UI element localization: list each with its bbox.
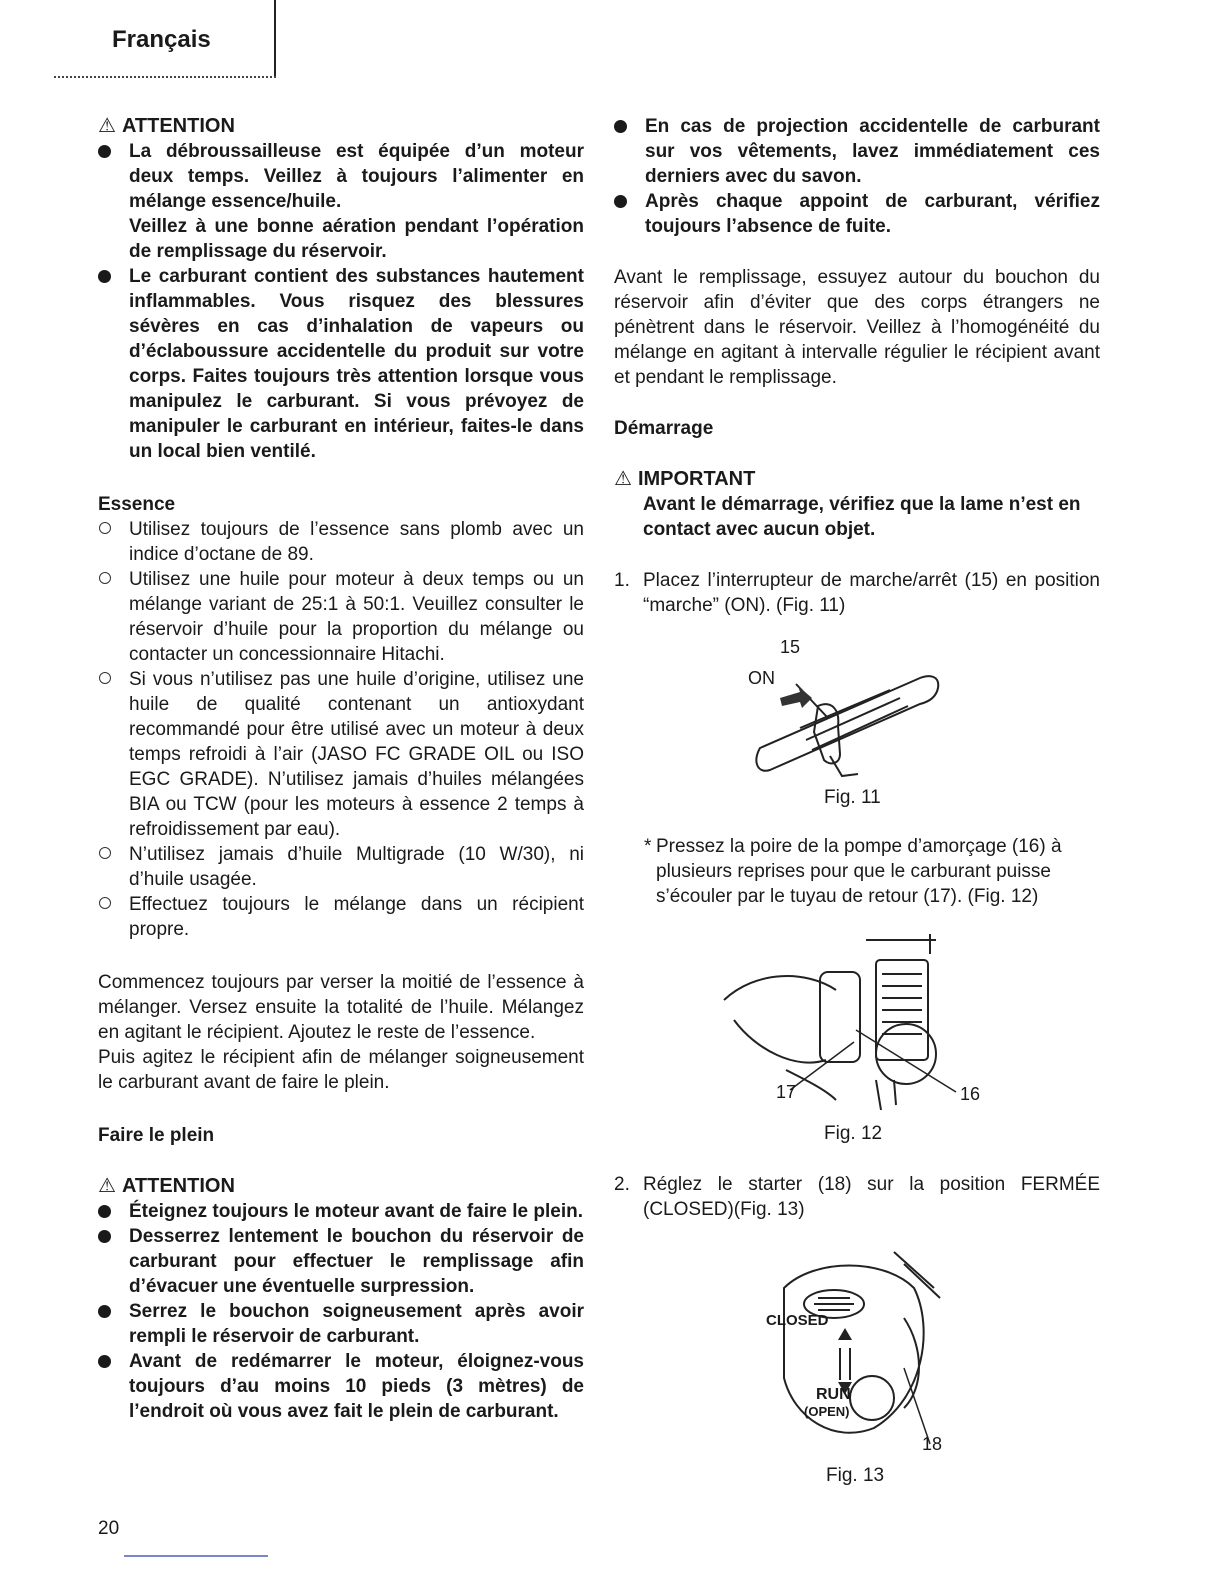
warning-subtext: Veillez à une bonne aération pendant l’opération de remplissage du réservoir. (129, 216, 584, 262)
figure-11-caption: Fig. 11 (824, 787, 881, 808)
label-closed: CLOSED (766, 1312, 829, 1329)
warning-bullet: Le carburant contient des substances hautement inflammables. Vous risquez des blessures sévères en cas d’inhalation de vapeurs ou d’éclaboussure accidentelle du produit sur votre corps. Faites toujours très attention lorsque vous manipulez le carburant. Si vous prévoyez de manipuler le carburant en intérieur, faites-le dans un local bien ventilé. (98, 264, 584, 464)
essence-item: N’utilisez jamais d’huile Multigrade (10 W/30), ni d’huile usagée. (98, 842, 584, 892)
important-heading: ⚠ IMPORTANT (614, 468, 756, 490)
bullet-dot-icon (98, 145, 111, 158)
right-column (614, 114, 1100, 618)
bullet-dot-icon (98, 1205, 111, 1218)
callout-16: 16 (960, 1084, 981, 1104)
warning-triangle-icon: ⚠ (98, 1175, 116, 1197)
figure-11-throttle-grip (740, 636, 970, 786)
circle-bullet-icon (99, 572, 111, 584)
bullet-dot-icon (614, 120, 627, 133)
callout-15: 15 (780, 637, 801, 657)
essence-item: Utilisez toujours de l’essence sans plomb avec un indice d’octane de 89. (98, 517, 584, 567)
warning-triangle-icon: ⚠ (614, 468, 632, 490)
fill-paragraph: Avant le remplissage, essuyez autour du bouchon du réservoir afin d’éviter que des corps étrangers ne pénètrent dans le réservoir. Veillez à l’homogénéité du mélange en agitant à intervalle régulier le récipient avant et pendant le remplissage. (614, 267, 1100, 388)
essence-heading: Essence (98, 494, 176, 515)
mixing-paragraph-2: Puis agitez le récipient afin de mélanger soigneusement le carburant avant de faire le plein. (98, 1047, 584, 1093)
section-language-label: Français (112, 26, 211, 53)
label-run: RUN (816, 1386, 851, 1403)
mixing-paragraph: Commencez toujours par verser la moitié de l’essence à mélanger. Versez ensuite la totalité de l’huile. Mélangez en agitant le récipient. Ajoutez le reste de l’essence. (98, 972, 584, 1043)
footer-rule (124, 1555, 268, 1557)
fuel-bullet: Après chaque appoint de carburant, vérifiez toujours l’absence de fuite. (614, 189, 1100, 239)
bullet-dot-icon (614, 195, 627, 208)
bullet-dot-icon (98, 1355, 111, 1368)
callout-17: 17 (776, 1082, 797, 1102)
circle-bullet-icon (99, 672, 111, 684)
bullet-dot-icon (98, 270, 111, 283)
important-text: Avant le démarrage, vérifiez que la lame n’est en contact avec aucun objet. (643, 494, 1081, 540)
figure-12-primer-pump (716, 930, 976, 1120)
figure-13-caption: Fig. 13 (826, 1465, 885, 1486)
essence-item: Utilisez une huile pour moteur à deux temps ou un mélange variant de 25:1 à 50:1. Veuillez consulter le réservoir d’huile pour la proportion du mélange ou contacter un concessionnaire Hitachi. (98, 567, 584, 667)
circle-bullet-icon (99, 897, 111, 909)
warning-triangle-icon: ⚠ (98, 115, 116, 137)
fuel-bullet: En cas de projection accidentelle de carburant sur vos vêtements, lavez immédiatement ces derniers avec du savon. (614, 114, 1100, 189)
bullet-dot-icon (98, 1230, 111, 1243)
essence-item: Effectuez toujours le mélange dans un récipient propre. (98, 892, 584, 942)
page-number: 20 (98, 1518, 120, 1539)
left-column (98, 114, 584, 1424)
primer-note: * Pressez la poire de la pompe d’amorçage (16) à plusieurs reprises pour que le carburant puisse s’écouler par le tuyau de retour (17). (Fig. 12) (644, 836, 1062, 907)
warning-bullet: La débroussailleuse est équipée d’un moteur deux temps. Veillez à toujours l’alimenter en mélange essence/huile. (98, 139, 584, 214)
refuel-bullet: Éteignez toujours le moteur avant de faire le plein. (98, 1199, 584, 1224)
step-1: 1. Placez l’interrupteur de marche/arrêt (15) en position “marche” (ON). (Fig. 11) (614, 570, 1100, 616)
callout-on: ON (748, 668, 775, 688)
label-open: (OPEN) (804, 1404, 850, 1419)
header-divider-vertical (274, 0, 276, 78)
header-divider-horizontal (54, 76, 276, 78)
warning-heading: ⚠ ATTENTION (98, 115, 235, 137)
bullet-dot-icon (98, 1305, 111, 1318)
refuel-heading: Faire le plein (98, 1125, 215, 1146)
refuel-warning-heading: ⚠ ATTENTION (98, 1175, 235, 1197)
circle-bullet-icon (99, 847, 111, 859)
refuel-bullet: Serrez le bouchon soigneusement après avoir rempli le réservoir de carburant. (98, 1299, 584, 1349)
primer-note-block (614, 834, 1100, 909)
refuel-bullet: Avant de redémarrer le moteur, éloignez-vous toujours d’au moins 10 pieds (3 mètres) de l’endroit où vous avez fait le plein de carburant. (98, 1349, 584, 1424)
essence-item: Si vous n’utilisez pas une huile d’origine, utilisez une huile de qualité contenant un antioxydant recommandé pour être utilisé avec un moteur à deux temps refroidi à l’air (JASO FC GRADE OIL ou ISO EGC GRADE). N’utilisez jamais d’huiles mélangées BIA ou TCW (pour les moteurs à essence 2 temps à refroidissement par eau). (98, 667, 584, 842)
refuel-bullet: Desserrez lentement le bouchon du réservoir de carburant pour effectuer le remplissage afin d’évacuer une éventuelle surpression. (98, 1224, 584, 1299)
circle-bullet-icon (99, 522, 111, 534)
step-2-block (614, 1172, 1100, 1222)
start-heading: Démarrage (614, 418, 714, 439)
step-2: 2. Réglez le starter (18) sur la position FERMÉE (CLOSED)(Fig. 13) (614, 1174, 1100, 1220)
figure-12-caption: Fig. 12 (824, 1123, 883, 1144)
callout-18: 18 (922, 1434, 943, 1454)
